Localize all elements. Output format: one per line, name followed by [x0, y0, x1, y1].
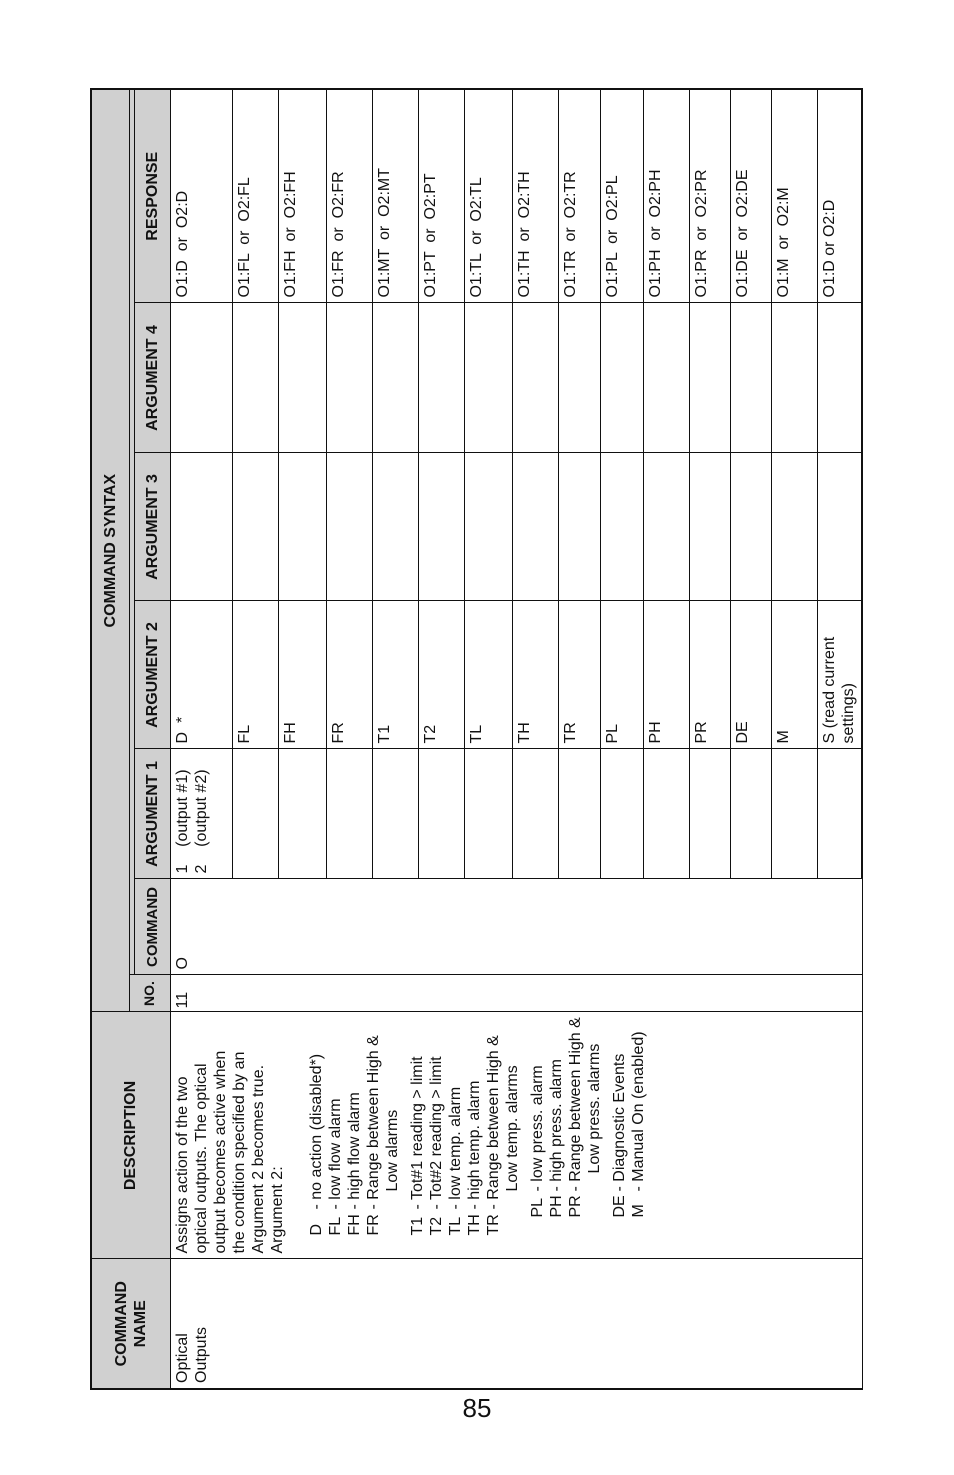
description-line: the condition specified by an: [230, 1051, 248, 1254]
argument-2-cell: M: [771, 601, 817, 749]
option-text: - low temp. alarm: [446, 1086, 464, 1210]
argument-1-cell: [731, 749, 772, 879]
response-cell: O1:DE or O2:DE: [731, 89, 772, 303]
argument-3-cell: [464, 453, 512, 601]
argument-4-cell: [170, 303, 232, 453]
argument-1-line-2: 2 (output #2): [192, 769, 210, 874]
argument-2-cell: FR: [326, 601, 372, 749]
option-code: TH: [465, 1214, 483, 1236]
option-text: - Tot#2 reading > limit: [427, 1056, 445, 1210]
option-code: FL: [326, 1216, 344, 1236]
header-description: DESCRIPTION: [91, 1012, 170, 1259]
option-text: - high temp. alarm: [465, 1080, 483, 1210]
description-option: [465, 1018, 484, 1254]
argument-3-cell: [731, 453, 772, 601]
response-cell: O1:PR or O2:PR: [690, 89, 731, 303]
argument-1-cell: [170, 749, 232, 879]
table-row: [170, 89, 232, 1389]
response-cell: O1:FL or O2:FL: [232, 89, 278, 303]
option-continuation: Low temp. alarms: [503, 1065, 521, 1192]
table-body: [170, 89, 862, 1389]
description-option: [484, 1018, 503, 1254]
argument-3-cell: [817, 453, 862, 601]
description-option: [610, 1018, 629, 1254]
description-option: [345, 1018, 364, 1254]
header-command: COMMAND: [134, 879, 170, 975]
argument-4-cell: [731, 303, 772, 453]
option-text: - Manual On (enabled): [629, 1031, 647, 1192]
description-option: [547, 1018, 566, 1254]
response-cell: O1:FH or O2:FH: [278, 89, 326, 303]
command-name-line-2: Outputs: [192, 1326, 210, 1383]
option-code: PR: [566, 1195, 584, 1218]
option-code: PH: [547, 1195, 565, 1218]
argument-1-cell: [690, 749, 731, 879]
command-name-cell: [170, 1259, 862, 1389]
argument-1-cell: [817, 749, 862, 879]
option-text: - low press. alarm: [528, 1065, 546, 1192]
description-line: optical outputs. The optical: [192, 1063, 210, 1254]
header-command-name: COMMAND NAME: [91, 1259, 170, 1389]
description-option: [326, 1018, 345, 1254]
description-option: [629, 1018, 648, 1254]
response-cell: O1:M or O2:M: [771, 89, 817, 303]
argument-2-cell: T2: [418, 601, 464, 749]
option-code: T2: [427, 1216, 445, 1236]
argument-4-cell: [418, 303, 464, 453]
argument-4-cell: [372, 303, 418, 453]
response-cell: O1:MT or O2:MT: [372, 89, 418, 303]
header-response: RESPONSE: [134, 89, 170, 303]
option-text: - Range between High &: [484, 1035, 502, 1210]
argument-4-cell: [771, 303, 817, 453]
command-name-line-1: Optical: [173, 1333, 191, 1383]
argument-1-cell: [418, 749, 464, 879]
argument-3-cell: [170, 453, 232, 601]
option-text: - Range between High &: [566, 1017, 584, 1192]
argument-3-cell: [418, 453, 464, 601]
header-argument-1: ARGUMENT 1: [134, 749, 170, 879]
option-text: - low flow alarm: [326, 1098, 344, 1210]
argument-1-cell: [278, 749, 326, 879]
argument-2-cell: D *: [170, 601, 232, 749]
description-option: [307, 1018, 326, 1254]
description-option: [566, 1018, 585, 1254]
option-code: FH: [345, 1214, 363, 1236]
argument-4-cell: [644, 303, 690, 453]
description-option: [446, 1018, 465, 1254]
argument-1-cell: [644, 749, 690, 879]
header-no: NO.: [129, 975, 170, 1012]
argument-1-cell: [372, 749, 418, 879]
argument-4-cell: [690, 303, 731, 453]
description-option: [427, 1018, 446, 1254]
description-cell: [170, 1012, 862, 1259]
option-continuation: Low alarms: [383, 1109, 401, 1192]
argument-3-cell: [771, 453, 817, 601]
argument-2-cell: FH: [278, 601, 326, 749]
argument-3-cell: [372, 453, 418, 601]
response-cell: O1:PH or O2:PH: [644, 89, 690, 303]
argument-3-cell: [601, 453, 644, 601]
option-text: - Diagnostic Events: [610, 1053, 628, 1192]
option-text: - Tot#1 reading > limit: [408, 1056, 426, 1210]
argument-1-cell: [232, 749, 278, 879]
option-text: - high flow alarm: [345, 1092, 363, 1210]
argument-4-cell: [326, 303, 372, 453]
response-cell: O1:PL or O2:PL: [601, 89, 644, 303]
argument-4-cell: [512, 303, 558, 453]
argument-2-cell: PL: [601, 601, 644, 749]
option-code: PL: [528, 1197, 546, 1218]
argument-1-cell: [326, 749, 372, 879]
argument-1-line-1: 1 (output #1): [173, 769, 191, 874]
argument-4-cell: [558, 303, 601, 453]
option-code: TL: [446, 1216, 464, 1236]
header-argument-3: ARGUMENT 3: [134, 453, 170, 601]
page-number: 85: [462, 1393, 492, 1423]
option-code: FR: [364, 1214, 382, 1236]
argument-2-cell: T1: [372, 601, 418, 749]
description-option: [528, 1018, 547, 1254]
option-code: TR: [484, 1214, 502, 1236]
description-line: Assigns action of the two: [173, 1076, 191, 1254]
argument-1-cell: [558, 749, 601, 879]
option-text: - no action (disabled*): [307, 1053, 325, 1210]
argument-3-cell: [558, 453, 601, 601]
option-code: D: [307, 1223, 325, 1236]
option-text: - Range between High &: [364, 1035, 382, 1210]
header-command-syntax: COMMAND SYNTAX: [91, 89, 129, 1012]
option-text: - high press. alarm: [547, 1059, 565, 1192]
argument-1-cell: [464, 749, 512, 879]
argument-2-cell: FL: [232, 601, 278, 749]
header-argument-4: ARGUMENT 4: [134, 303, 170, 453]
argument-4-cell: [601, 303, 644, 453]
response-cell: O1:D or O2:D: [817, 89, 862, 303]
argument-2-cell: DE: [731, 601, 772, 749]
argument-2-cell: TL: [464, 601, 512, 749]
response-cell: O1:D or O2:D: [170, 89, 232, 303]
option-code: M: [629, 1204, 647, 1218]
argument-3-cell: [644, 453, 690, 601]
response-cell: O1:TL or O2:TL: [464, 89, 512, 303]
argument-1-cell: [512, 749, 558, 879]
option-code: T1: [408, 1216, 426, 1236]
header-argument-2: ARGUMENT 2: [134, 601, 170, 749]
argument-2-cell: PH: [644, 601, 690, 749]
description-option: [364, 1018, 383, 1254]
argument-3-cell: [512, 453, 558, 601]
argument-1-cell: [601, 749, 644, 879]
response-cell: O1:TH or O2:TH: [512, 89, 558, 303]
argument-3-cell: [690, 453, 731, 601]
argument-4-cell: [464, 303, 512, 453]
argument-2-cell: S (read current settings): [817, 601, 862, 749]
argument-4-cell: [817, 303, 862, 453]
argument-4-cell: [232, 303, 278, 453]
argument-4-cell: [278, 303, 326, 453]
response-cell: O1:TR or O2:TR: [558, 89, 601, 303]
command-table-rotated: [90, 90, 863, 1390]
response-cell: O1:PT or O2:PT: [418, 89, 464, 303]
response-cell: O1:FR or O2:FR: [326, 89, 372, 303]
argument-1-cell: [771, 749, 817, 879]
option-continuation: Low press. alarms: [585, 1043, 603, 1174]
description-line: Argument 2:: [268, 1166, 286, 1254]
argument-2-cell: TR: [558, 601, 601, 749]
argument-3-cell: [326, 453, 372, 601]
number-cell: 11: [170, 975, 862, 1012]
description-line: Argument 2 becomes true.: [249, 1064, 267, 1254]
option-code: DE: [610, 1195, 628, 1218]
description-option: [408, 1018, 427, 1254]
argument-3-cell: [278, 453, 326, 601]
argument-2-cell: TH: [512, 601, 558, 749]
command-syntax-table: [90, 88, 863, 1390]
command-cell: O: [170, 879, 862, 975]
description-gap: [287, 1018, 307, 1254]
description-line: output becomes active when: [211, 1050, 229, 1254]
argument-2-cell: PR: [690, 601, 731, 749]
argument-3-cell: [232, 453, 278, 601]
